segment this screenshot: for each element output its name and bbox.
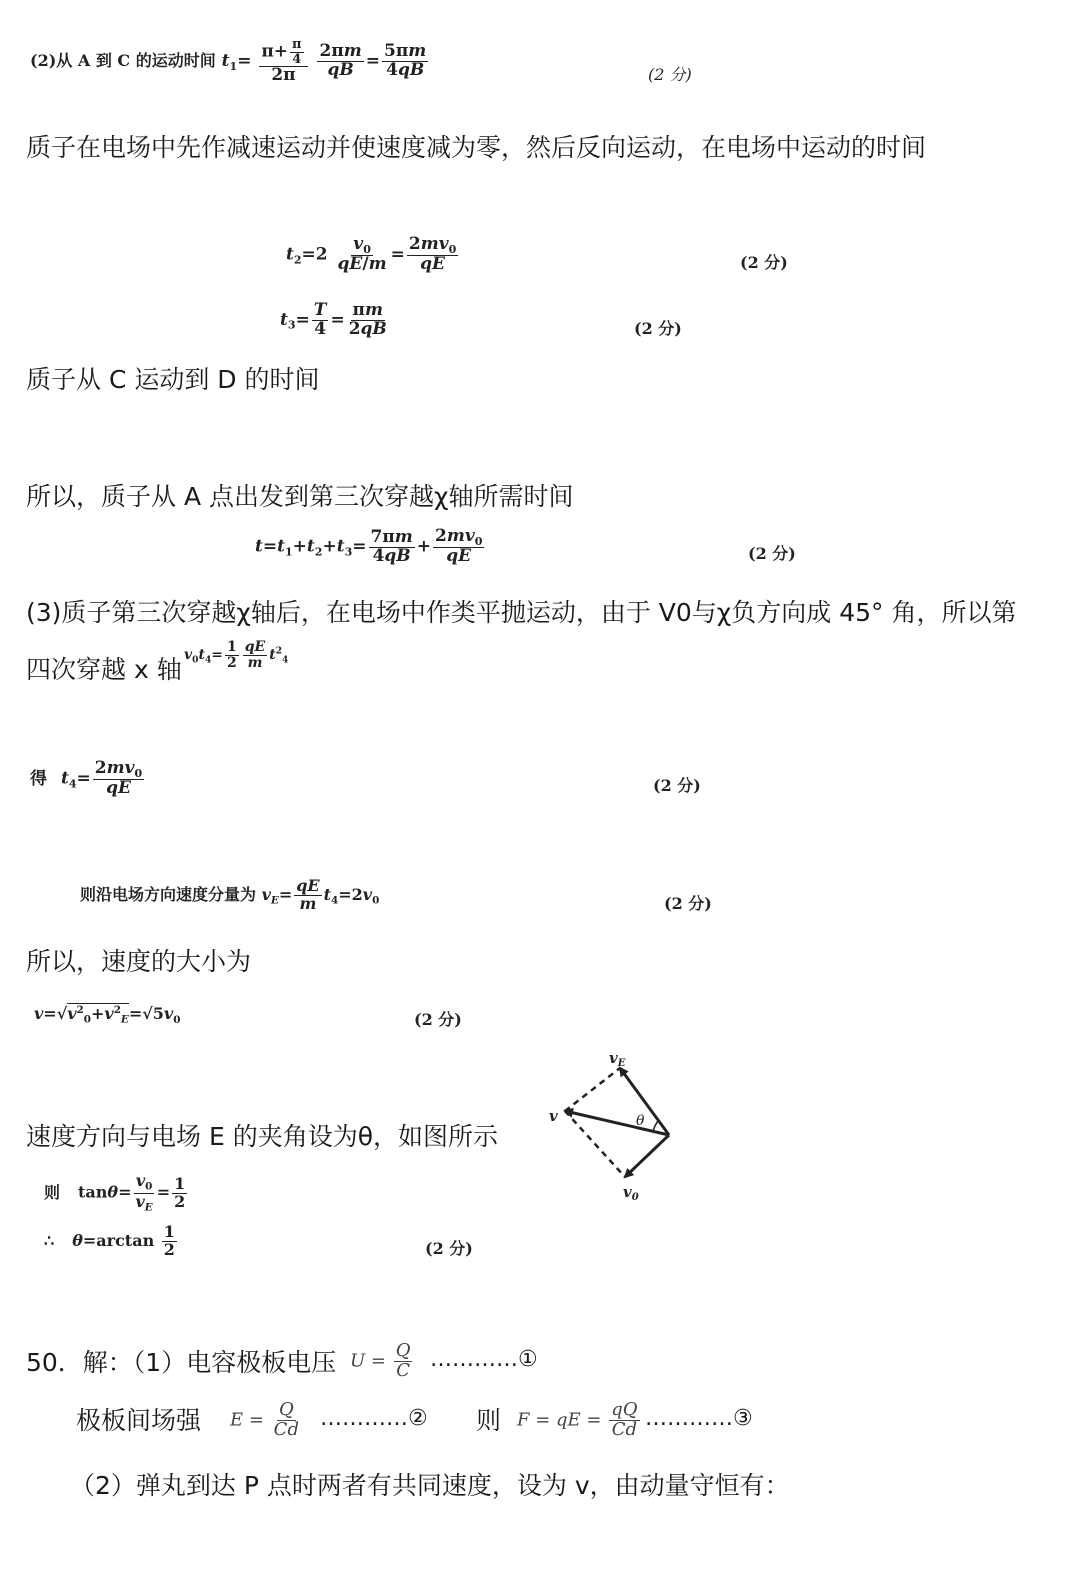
eq-t2: $t_2=2$ $\frac{v_0}{qE/m}$ = $\frac{2mv_0}{qE}$ — [286, 234, 457, 275]
eq-U: U = $\frac{Q}{C}$ — [350, 1340, 411, 1381]
q50-dots3: …………③ — [645, 1406, 753, 1431]
q50-line1-text: 50．解：（1）电容极板电压 — [26, 1348, 337, 1377]
paragraph-4: (3)质子第三次穿越χ轴后，在电场中作类平抛运动，由于 V0与χ负方向成 45° 角，所以第 — [26, 598, 1017, 627]
theta-arc — [653, 1121, 658, 1131]
label-theta: θ — [636, 1113, 645, 1129]
q50-then: 则 — [476, 1406, 502, 1435]
eq-tan-theta: 则 tanθ= $\frac{v_0}{v_E}$ = $\frac{1}{2}$ — [44, 1171, 186, 1214]
paragraph-3: 所以，质子从 A 点出发到第三次穿越χ轴所需时间 — [26, 482, 574, 511]
label-vE: $v_E$ — [609, 1049, 626, 1069]
paragraph-6: 所以，速度的大小为 — [26, 947, 252, 976]
paragraph-1: 质子在电场中先作减速运动并使速度减为零，然后反向运动，在电场中运动的时间 — [26, 133, 927, 162]
eq-F: F = qE = $\frac{qQ}{Cd}$ — [517, 1399, 638, 1440]
eq-t4-prefix: 得 — [30, 768, 47, 789]
eq-t1-line: (2)从 A 到 C 的运动时间 $t_1=$ π+ $\frac{\pi}{4}$ 2π $\frac{2\pi m}{qB}$ = $\frac{5\pi m}{4qB}$ — [30, 37, 427, 86]
score-1: (2 分) — [648, 65, 692, 84]
q50-dots2: …………② — [320, 1406, 428, 1431]
dashed-guide-top — [565, 1068, 620, 1111]
eq-vE: 则沿电场方向速度分量为 $v_E=$ $\frac{qE}{m}$ $t_4=2v_0$ — [80, 876, 380, 913]
eq-t3: $t_3=$ $\frac{T}{4}$ = $\frac{\pi m}{2qB}$ — [280, 300, 387, 339]
paragraph-2: 质子从 C 运动到 D 的时间 — [26, 365, 320, 394]
frac-angle: π+ $\frac{\pi}{4}$ 2π — [259, 38, 307, 85]
score-t3: (2 分) — [634, 319, 682, 338]
dashed-guide-bottom — [565, 1111, 625, 1177]
eq-total-t: $t=t_1+t_2+t_3=$ $\frac{7\pi m}{4qB}$ + $\frac{2mv_0}{qE}$ — [255, 526, 483, 567]
eq-v: $v=√v^2_0+v^2_E=√5v_0$ — [34, 1004, 181, 1026]
score-v: (2 分) — [414, 1010, 462, 1029]
eq-theta-prefix: ∴ — [44, 1230, 55, 1250]
score-t2: (2 分) — [740, 253, 788, 272]
score-vE: (2 分) — [664, 894, 712, 913]
eq-t1-label: (2)从 A 到 C 的运动时间 — [30, 51, 216, 71]
paragraph-7: 速度方向与电场 E 的夹角设为θ，如图所示 — [26, 1122, 498, 1151]
q50-line2: 极板间场强 — [76, 1406, 202, 1435]
eq-t4: 得 $t_4=$ $\frac{2mv_0}{qE}$ — [30, 758, 143, 799]
label-v0: $v_0$ — [623, 1183, 639, 1203]
eq-theta: ∴ θ=arctan $\frac{1}{2}$ — [44, 1222, 175, 1259]
paragraph-5 — [26, 650, 182, 686]
eq-tan-prefix: 则 — [44, 1182, 61, 1202]
score-t: (2 分) — [748, 544, 796, 563]
eq-vE-label: 则沿电场方向速度分量为 — [80, 884, 257, 904]
q50-line1 — [26, 1343, 336, 1379]
paragraph-5-text: 四次穿越 x 轴 — [26, 655, 182, 684]
score-t4: (2 分) — [653, 776, 701, 795]
eq-E: E = $\frac{Q}{Cd}$ — [230, 1399, 299, 1440]
q50-line3: （2）弹丸到达 P 点时两者有共同速度，设为 v，由动量守恒有： — [70, 1471, 790, 1500]
velocity-vector-figure — [545, 1045, 685, 1205]
eq-t4-motion: $v_0t_4=$ $\frac{1}{2}$ $\frac{qE}{m}$ $t^2_4$ — [184, 639, 289, 671]
label-v: v — [549, 1107, 558, 1125]
q50-dots1: …………① — [430, 1347, 538, 1372]
score-theta: (2 分) — [425, 1239, 473, 1258]
v0-vector — [625, 1135, 669, 1177]
